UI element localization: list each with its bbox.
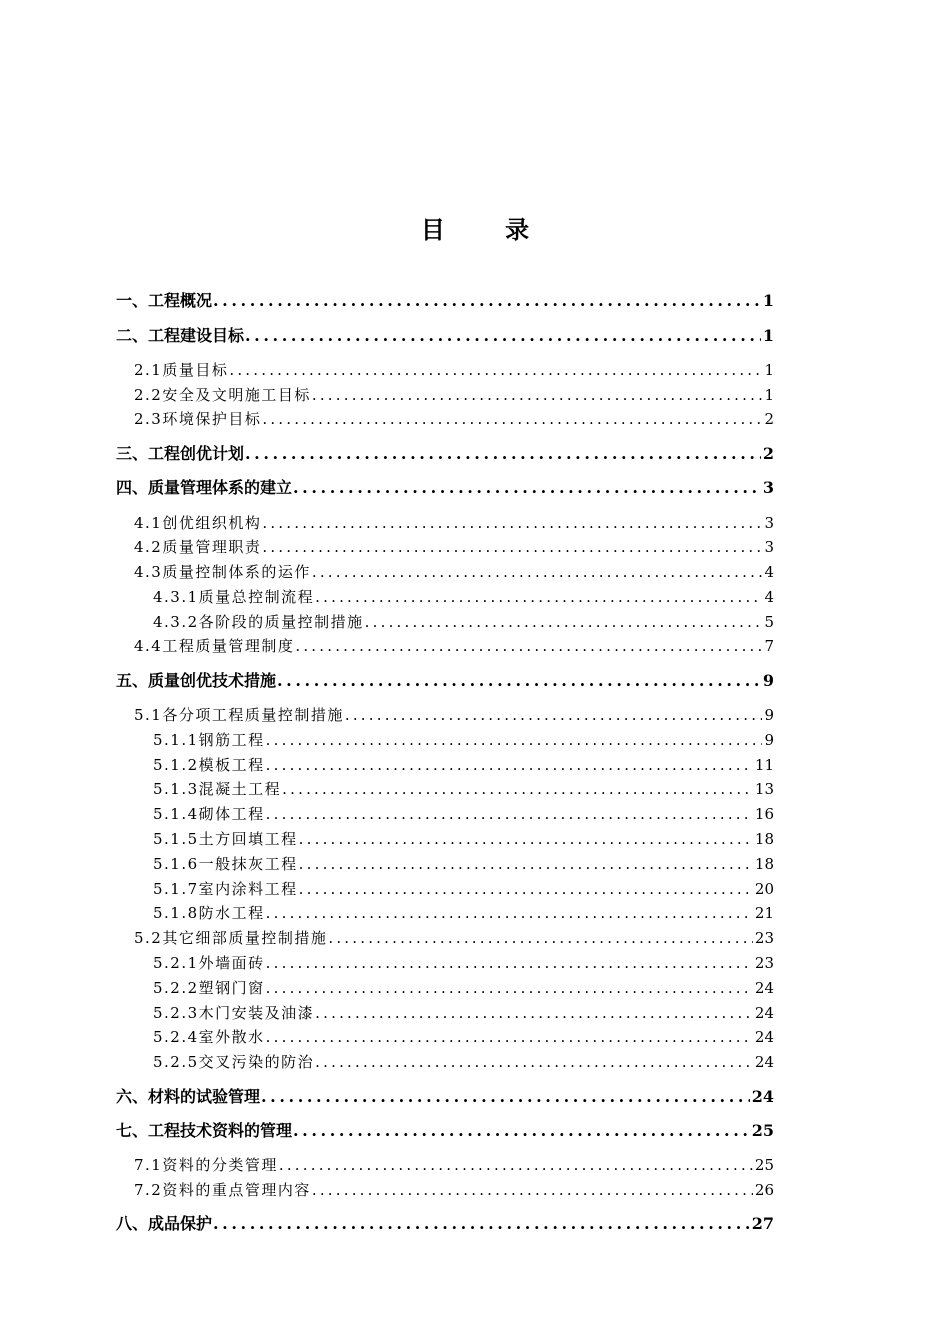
toc-entry[interactable] <box>153 952 774 974</box>
toc-entry-page-number: 1 <box>764 361 774 379</box>
toc-leader-dots <box>213 290 761 312</box>
toc-entry-label: 七、工程技术资料的管理 <box>116 1121 293 1140</box>
toc-entry-label: 5.1.3混凝土工程 <box>153 780 282 798</box>
toc-entry-page-number: 24 <box>754 979 774 997</box>
toc-entry[interactable] <box>153 586 774 608</box>
toc-entry-page-number: 26 <box>754 1181 774 1199</box>
toc-entry-label: 四、质量管理体系的建立 <box>116 478 293 497</box>
toc-entry-label: 4.1创优组织机构 <box>134 514 262 532</box>
toc-entry-page-number: 20 <box>754 880 774 898</box>
toc-leader-dots <box>312 384 763 406</box>
toc-leader-dots <box>245 443 761 465</box>
toc-entry[interactable] <box>153 1026 774 1048</box>
toc-entry-page-number: 3 <box>764 514 774 532</box>
toc-entry-label: 六、材料的试验管理 <box>116 1087 261 1106</box>
toc-entry[interactable] <box>134 1179 774 1201</box>
toc-entry-label: 7.2资料的重点管理内容 <box>134 1181 311 1199</box>
toc-entry-label: 三、工程创优计划 <box>116 444 245 463</box>
toc-entry-page-number: 18 <box>754 830 774 848</box>
toc-entry-label: 4.4工程质量管理制度 <box>134 637 295 655</box>
toc-leader-dots <box>266 902 753 924</box>
toc-entry-label: 4.2质量管理职责 <box>134 538 262 556</box>
toc-entry-label: 7.1资料的分类管理 <box>134 1156 278 1174</box>
toc-leader-dots <box>315 586 762 608</box>
toc-entry[interactable] <box>134 512 774 534</box>
toc-entry[interactable] <box>134 704 774 726</box>
toc-leader-dots <box>295 635 762 657</box>
toc-entry-label: 5.1.2模板工程 <box>153 756 265 774</box>
toc-entry-label: 5.2.5交叉污染的防治 <box>153 1053 315 1071</box>
toc-leader-dots <box>266 754 753 776</box>
toc-entry-label: 5.1.7室内涂料工程 <box>153 880 298 898</box>
toc-entry-page-number: 25 <box>754 1156 774 1174</box>
toc-entry-label: 5.1.5土方回填工程 <box>153 830 298 848</box>
toc-entry-label: 一、工程概况 <box>116 291 213 310</box>
toc-entry-page-number: 27 <box>751 1214 774 1233</box>
toc-title: 目 录 <box>420 215 556 244</box>
toc-leader-dots <box>266 952 753 974</box>
toc-entry-page-number: 4 <box>764 563 774 581</box>
toc-entry[interactable] <box>134 408 774 430</box>
toc-entry-page-number: 24 <box>754 1053 774 1071</box>
toc-entry-page-number: 9 <box>764 731 774 749</box>
toc-leader-dots <box>266 803 753 825</box>
toc-entry[interactable] <box>116 670 774 692</box>
toc-entry-page-number: 11 <box>754 756 774 774</box>
toc-leader-dots <box>299 853 753 875</box>
toc-entry-label: 4.3.2各阶段的质量控制措施 <box>153 613 364 631</box>
toc-entry-label: 5.2.2塑钢门窗 <box>153 979 265 997</box>
toc-entry-label: 八、成品保护 <box>116 1214 213 1233</box>
toc-leader-dots <box>345 704 763 726</box>
toc-entry-label: 4.3质量控制体系的运作 <box>134 563 311 581</box>
toc-leader-dots <box>262 512 762 534</box>
toc-entry[interactable] <box>153 803 774 825</box>
toc-entry-page-number: 23 <box>754 929 774 947</box>
toc-entry[interactable] <box>134 927 774 949</box>
toc-entry[interactable] <box>153 977 774 999</box>
toc-entry-label: 5.1.1钢筋工程 <box>153 731 265 749</box>
toc-entry-page-number: 1 <box>762 326 774 345</box>
toc-entry-page-number: 24 <box>754 1028 774 1046</box>
toc-leader-dots <box>266 1026 753 1048</box>
toc-leader-dots <box>299 878 753 900</box>
toc-entry-label: 5.1各分项工程质量控制措施 <box>134 706 344 724</box>
toc-entry[interactable] <box>134 359 774 381</box>
toc-leader-dots <box>293 1120 750 1142</box>
toc-entry[interactable] <box>153 828 774 850</box>
toc-entry[interactable] <box>116 1120 774 1142</box>
toc-leader-dots <box>277 670 761 692</box>
toc-leader-dots <box>282 778 753 800</box>
toc-entry-page-number: 3 <box>764 538 774 556</box>
toc-entry-page-number: 13 <box>754 780 774 798</box>
toc-entry[interactable] <box>116 1213 774 1235</box>
toc-entry[interactable] <box>134 384 774 406</box>
toc-entry[interactable] <box>134 561 774 583</box>
toc-entry-label: 5.1.4砌体工程 <box>153 805 265 823</box>
toc-entry-label: 5.2.1外墙面砖 <box>153 954 265 972</box>
toc-entry[interactable] <box>153 778 774 800</box>
toc-leader-dots <box>365 611 763 633</box>
toc-leader-dots <box>261 1086 750 1108</box>
toc-leader-dots <box>312 561 763 583</box>
toc-entry-page-number: 24 <box>754 1004 774 1022</box>
toc-entry[interactable] <box>153 1002 774 1024</box>
toc-entry-page-number: 2 <box>762 444 774 463</box>
toc-leader-dots <box>229 359 762 381</box>
toc-entry[interactable] <box>153 754 774 776</box>
toc-leader-dots <box>213 1213 750 1235</box>
toc-entry-label: 5.2.4室外散水 <box>153 1028 265 1046</box>
toc-entry-label: 5.1.6一般抹灰工程 <box>153 855 298 873</box>
toc-entry[interactable] <box>153 902 774 924</box>
toc-entry[interactable] <box>153 1051 774 1073</box>
toc-leader-dots <box>266 729 763 751</box>
toc-entry[interactable] <box>153 611 774 633</box>
toc-entry-page-number: 1 <box>764 386 774 404</box>
toc-entry[interactable] <box>116 477 774 499</box>
toc-leader-dots <box>279 1154 753 1176</box>
toc-entry-label: 二、工程建设目标 <box>116 326 245 345</box>
toc-entry[interactable] <box>134 536 774 558</box>
toc-entry[interactable] <box>153 853 774 875</box>
toc-entry[interactable] <box>153 729 774 751</box>
toc-entry-label: 5.2其它细部质量控制措施 <box>134 929 328 947</box>
toc-entry-label: 5.2.3木门安装及油漆 <box>153 1004 315 1022</box>
toc-entry[interactable] <box>134 635 774 657</box>
toc-entry-label: 2.1质量目标 <box>134 361 229 379</box>
toc-entry-label: 2.3环境保护目标 <box>134 410 262 428</box>
toc-entry-page-number: 3 <box>762 478 774 497</box>
toc-entry-page-number: 18 <box>754 855 774 873</box>
toc-leader-dots <box>328 927 753 949</box>
toc-entry-page-number: 25 <box>751 1121 774 1140</box>
toc-leader-dots <box>266 977 753 999</box>
toc-leader-dots <box>245 325 761 347</box>
toc-entry-page-number: 16 <box>754 805 774 823</box>
toc-entry-page-number: 21 <box>754 904 774 922</box>
toc-entry[interactable] <box>116 443 774 465</box>
toc-entry-label: 4.3.1质量总控制流程 <box>153 588 315 606</box>
toc-entry-label: 5.1.8防水工程 <box>153 904 265 922</box>
toc-leader-dots <box>315 1002 753 1024</box>
toc-entry-label: 五、质量创优技术措施 <box>116 671 277 690</box>
toc-entry[interactable] <box>116 290 774 312</box>
toc-entry-page-number: 23 <box>754 954 774 972</box>
toc-entry[interactable] <box>116 1086 774 1108</box>
toc-entry-page-number: 4 <box>764 588 774 606</box>
toc-leader-dots <box>299 828 753 850</box>
toc-entry[interactable] <box>134 1154 774 1176</box>
toc-entry-page-number: 1 <box>762 291 774 310</box>
toc-entry[interactable] <box>116 325 774 347</box>
toc-leader-dots <box>293 477 761 499</box>
toc-entry-page-number: 9 <box>764 706 774 724</box>
toc-leader-dots <box>312 1179 753 1201</box>
toc-entry-page-number: 9 <box>762 671 774 690</box>
toc-entry-page-number: 5 <box>764 613 774 631</box>
toc-leader-dots <box>315 1051 753 1073</box>
toc-entry-page-number: 7 <box>764 637 774 655</box>
toc-entry-label: 2.2安全及文明施工目标 <box>134 386 311 404</box>
toc-entry[interactable] <box>153 878 774 900</box>
toc-entry-page-number: 24 <box>751 1087 774 1106</box>
toc-entry-page-number: 2 <box>764 410 774 428</box>
toc-leader-dots <box>262 408 762 430</box>
toc-leader-dots <box>262 536 762 558</box>
